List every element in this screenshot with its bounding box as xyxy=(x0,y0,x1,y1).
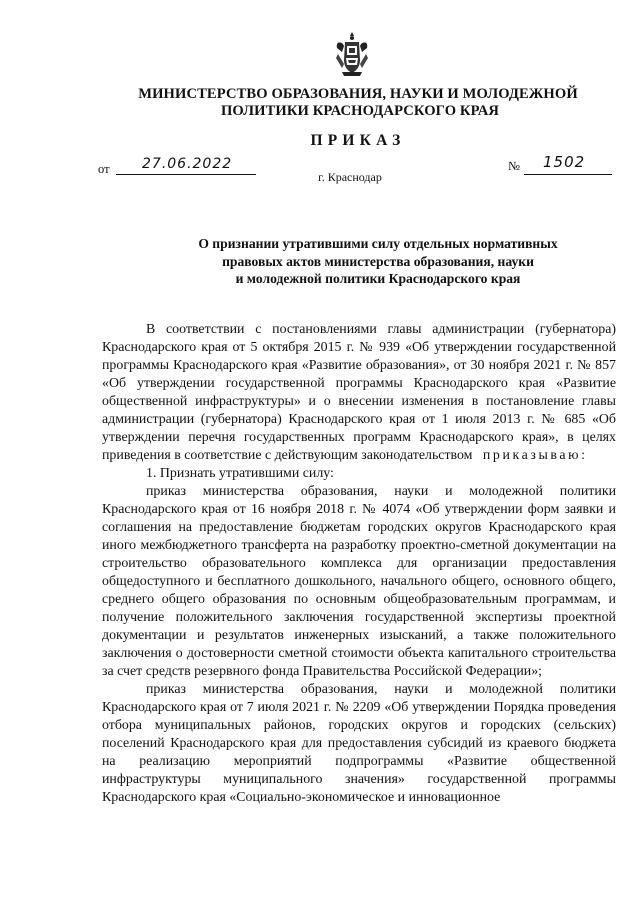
city-label: г. Краснодар xyxy=(318,170,382,184)
subject-line: правовых актов министерства образования, науки xyxy=(222,253,534,269)
coat-of-arms-icon xyxy=(334,30,370,78)
preamble-text: В соответствии с постановлениями главы администрации (губернатора) Краснодарского края от 5 октября 2015 г. № 939 «Об утверждении государственной программы Краснодарского края «Развитие образования», от 30 ноября 2021 г. № 857 «Об утверждении государственной программы Краснодарского края «Развитие общественной инфраструктуры» и о внесении изменения в постановление главы администрации (губернатора) Краснодарского края от 1 июля 2013 г. № 685 «Об утверждении перечня государственных программ Краснодарского края», в целях приведения в соответствие с действующим законодательством xyxy=(102,322,616,463)
document-type-title: ПРИКАЗ xyxy=(310,132,406,149)
order-word: приказываю: xyxy=(482,448,588,463)
order-subject xyxy=(128,235,628,288)
preamble-paragraph xyxy=(102,321,616,465)
date-label: от xyxy=(98,162,110,176)
subject-line: О признании утратившими силу отдельных нормативных xyxy=(198,236,558,251)
date-value-handwritten: 27.06.2022 xyxy=(142,156,233,172)
repealed-order-paragraph-2: приказ министерства образования, науки и молодежной политики Краснодарского края от 7 июля 2021 г. № 2209 «Об утверждении Порядка проведения отбора муниципальных районов, городских округов и городских (сельских) поселений Краснодарского края для предоставления субсидий из краевого бюджета на реализацию мероприятий подпрограммы «Развитие общественной инфраструктуры муниципального значения» государственной программы Краснодарского края «Социально-экономическое и инновационное xyxy=(102,682,616,805)
number-value-handwritten: 1502 xyxy=(543,153,586,171)
order-body xyxy=(102,321,616,807)
ministry-name-line1: МИНИСТЕРСТВО ОБРАЗОВАНИЯ, НАУКИ И МОЛОДЕЖНОЙ xyxy=(138,86,578,102)
number-label: № xyxy=(508,159,520,173)
ministry-name-line2: ПОЛИТИКИ КРАСНОДАРСКОГО КРАЯ xyxy=(220,103,500,119)
repealed-order-paragraph-1: приказ министерства образования, науки и молодежной политики Краснодарского края от 16 ноября 2018 г. № 4074 «Об утверждении форм заявки и соглашения на предоставление бюджетам городских округов Краснодарского края иного межбюджетного трансферта на разработку проектно-сметной документации на строительство образовательного комплекса для организации предоставления общедоступного и бесплатного дошкольного, начального общего, основного общего, среднего общего образования по основным общеобразовательным программам, и получение положительного заключения государственной экспертизы проектной документации и результатов инженерных изысканий, а также положительного заключения о достоверности сметной стоимости объекта капитального строительства за счет средств резервного фонда Правительства Российской Федерации»; xyxy=(102,484,616,679)
subject-line: и молодежной политики Краснодарского края xyxy=(235,271,521,286)
item-1-heading: 1. Признать утратившими силу: xyxy=(146,466,334,481)
